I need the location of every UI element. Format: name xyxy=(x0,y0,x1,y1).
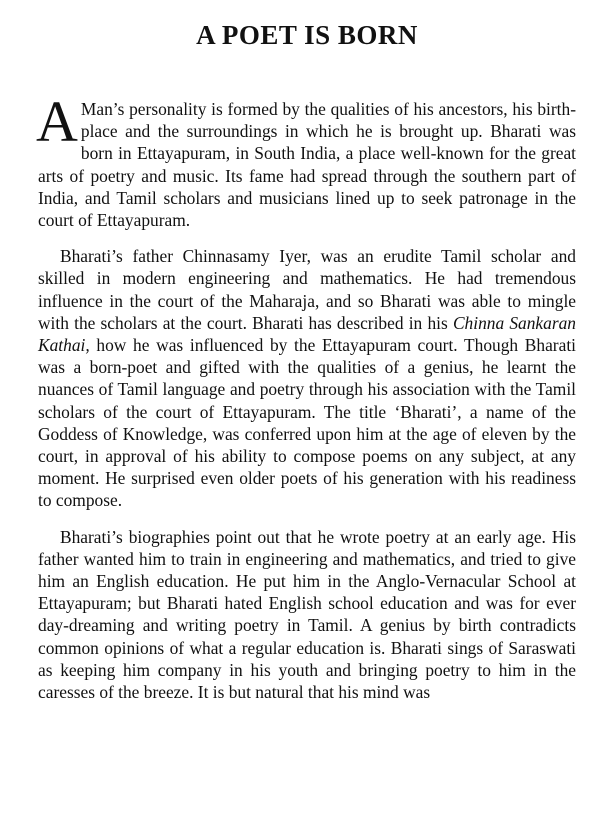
book-title-italic: Chinna Sankaran Kathai, xyxy=(38,312,576,356)
paragraph-2 xyxy=(38,245,576,511)
paragraph-1-text: Man’s personality is formed by the qualities of his ancestors, his birth-place and the surroundings in which he is brought up. Bharati was born in Ettayapuram, in South India, a place well-known for the great arts of poetry and music. Its fame had spread through the southern part of India, and Tamil scholars and musicians lined up to seek patronage in the court of Ettayapuram. xyxy=(38,99,576,231)
chapter-title: A POET IS BORN xyxy=(196,20,418,50)
paragraph-1 xyxy=(36,89,576,231)
paragraph-3 xyxy=(38,526,576,704)
paragraph-3-text: Bharati’s biographies point out that he wrote poetry at an early age. His father wanted him to train in engineering and mathematics, and tried to give him an English education. He put him in the Anglo-Vernacular School at Ettayapuram; but Bharati hated English school education and was for ever day-dreaming and writing poetry in Tamil. A genius by birth contradicts common opinions of what a regular education is. Bharati sings of Saraswati as keeping him company in his youth and bringing poetry to him in the caresses of the breeze. It is but natural that his mind was xyxy=(38,526,576,703)
drop-cap: A xyxy=(36,89,78,154)
paragraph-2-text-after: how he was influenced by the Ettayapuram court. Though Bharati was a born-poet and gifted with the qualities of a genius, he learnt the nuances of Tamil language and poetry through his association with the Tamil scholars of the court of Ettayapuram. The title ‘Bharati’, a name of the Goddess of Knowledge, was conferred upon him at the age of eleven by the court, in approval of his ability to compose poems on any subject, at any moment. He surprised even older poets of his generation with his readiness to compose. xyxy=(38,335,576,511)
paragraph-2-text-before: Bharati’s father Chinnasamy Iyer, was an erudite Tamil scholar and skilled in modern engineering and mathematics. He had tremendous influence in the court of the Maharaja, and so Bharati was able to mingle with the scholars at the court. Bharati has described in his xyxy=(38,246,576,333)
document-page xyxy=(38,18,576,717)
